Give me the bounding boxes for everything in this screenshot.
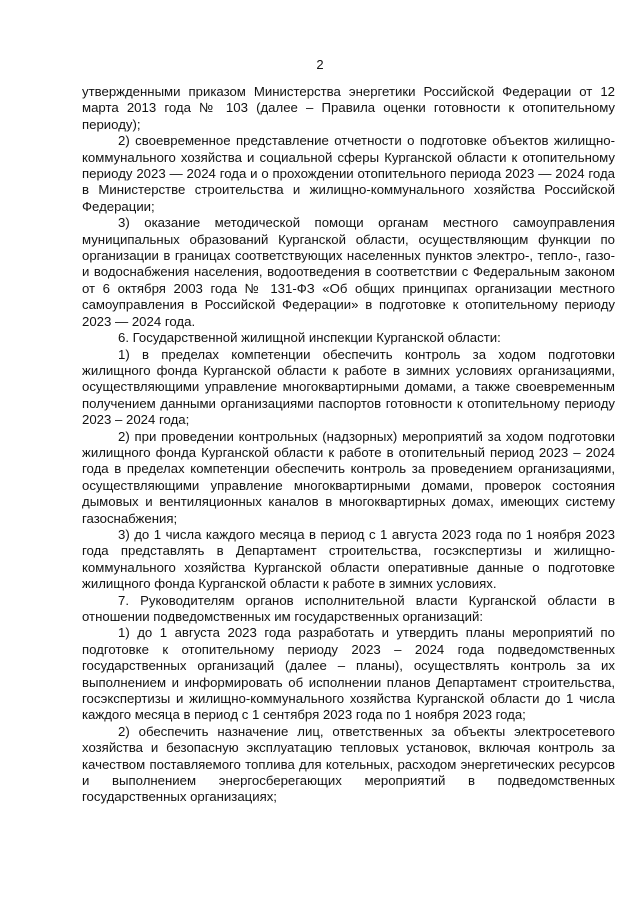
paragraph-item-2-reporting: 2) своевременное представление отчетности о подготовке объектов жилищно-коммунального хозяйства и социальной сферы Курганской области к отопительному периоду 2023 — 2024 года и о прохождении отопительного периода 2023 — 2024 года в Министерстве строительства и жилищно-коммунального хозяйства Российской Федерации; bbox=[82, 133, 615, 214]
paragraph-continuation: утвержденными приказом Министерства энергетики Российской Федерации от 12 марта 2013 года № 103 (далее – Правила оценки готовности к отопительному периоду); bbox=[82, 84, 615, 132]
document-body bbox=[82, 84, 615, 806]
paragraph-section-6-heading: 6. Государственной жилищной инспекции Курганской области: bbox=[118, 330, 501, 346]
paragraph-section-7-heading: 7. Руководителям органов исполнительной власти Курганской области в отношении подведомственных им государственных организаций: bbox=[82, 592, 615, 624]
paragraph-section-6-item-1: 1) в пределах компетенции обеспечить контроль за ходом подготовки жилищного фонда Курганской области к работе в зимних условиях организациями, осуществляющими управление многоквартирными домами, а также своевременным получением данными организациями паспортов готовности к отопительному периоду 2023 – 2024 года; bbox=[82, 346, 615, 428]
paragraph-section-6-item-2: 2) при проведении контрольных (надзорных) мероприятий за ходом подготовки жилищного фонда Курганской области к работе в отопительный период 2023 – 2024 года в пределах компетенции обеспечить контроль за проведением организациями, осуществляющими управление многоквартирными домами, проверок состояния дымовых и вентиляционных каналов в многоквартирных домах, имеющих систему газоснабжения; bbox=[82, 428, 615, 526]
page-number: 2 bbox=[316, 57, 324, 72]
paragraph-section-7-item-2: 2) обеспечить назначение лиц, ответственных за объекты электросетевого хозяйства и безопасную эксплуатацию тепловых установок, включая контроль за качеством поставляемого топлива для котельных, расходом энергетических ресурсов и выполнением энергосберегающих мероприятий в подведомственных государственных организациях; bbox=[82, 723, 615, 805]
paragraph-section-7-item-1: 1) до 1 августа 2023 года разработать и утвердить планы мероприятий по подготовке к отопительному периоду 2023 – 2024 года подведомственных государственных организаций (далее – планы), осуществлять контроль за их выполнением и информировать об исполнении планов Департамент строительства, госэкспертизы и жилищно-коммунального хозяйства Курганской области до 1 числа каждого месяца в период с 1 сентября 2023 года по 1 ноября 2023 года; bbox=[82, 625, 615, 723]
paragraph-section-6-item-3: 3) до 1 числа каждого месяца в период с 1 августа 2023 года по 1 ноября 2023 года представлять в Департамент строительства, госэкспертизы и жилищно-коммунального хозяйства Курганской области оперативные данные о подготовке жилищного фонда Курганской области к работе в зимних условиях. bbox=[82, 526, 615, 592]
paragraph-item-3-methodical-help: 3) оказание методической помощи органам местного самоуправления муниципальных образований Курганской области, осуществляющим функции по организации в границах соответствующих населенных пунктов электро-, тепло-, газо- и водоснабжения населения, водоотведения в соответствии с Федеральным законом от 6 октября 2003 года № 131-ФЗ «Об общих принципах организации местного самоуправления в Российской Федерации» в подготовке к отопительному периоду 2023 — 2024 года. bbox=[82, 215, 615, 329]
